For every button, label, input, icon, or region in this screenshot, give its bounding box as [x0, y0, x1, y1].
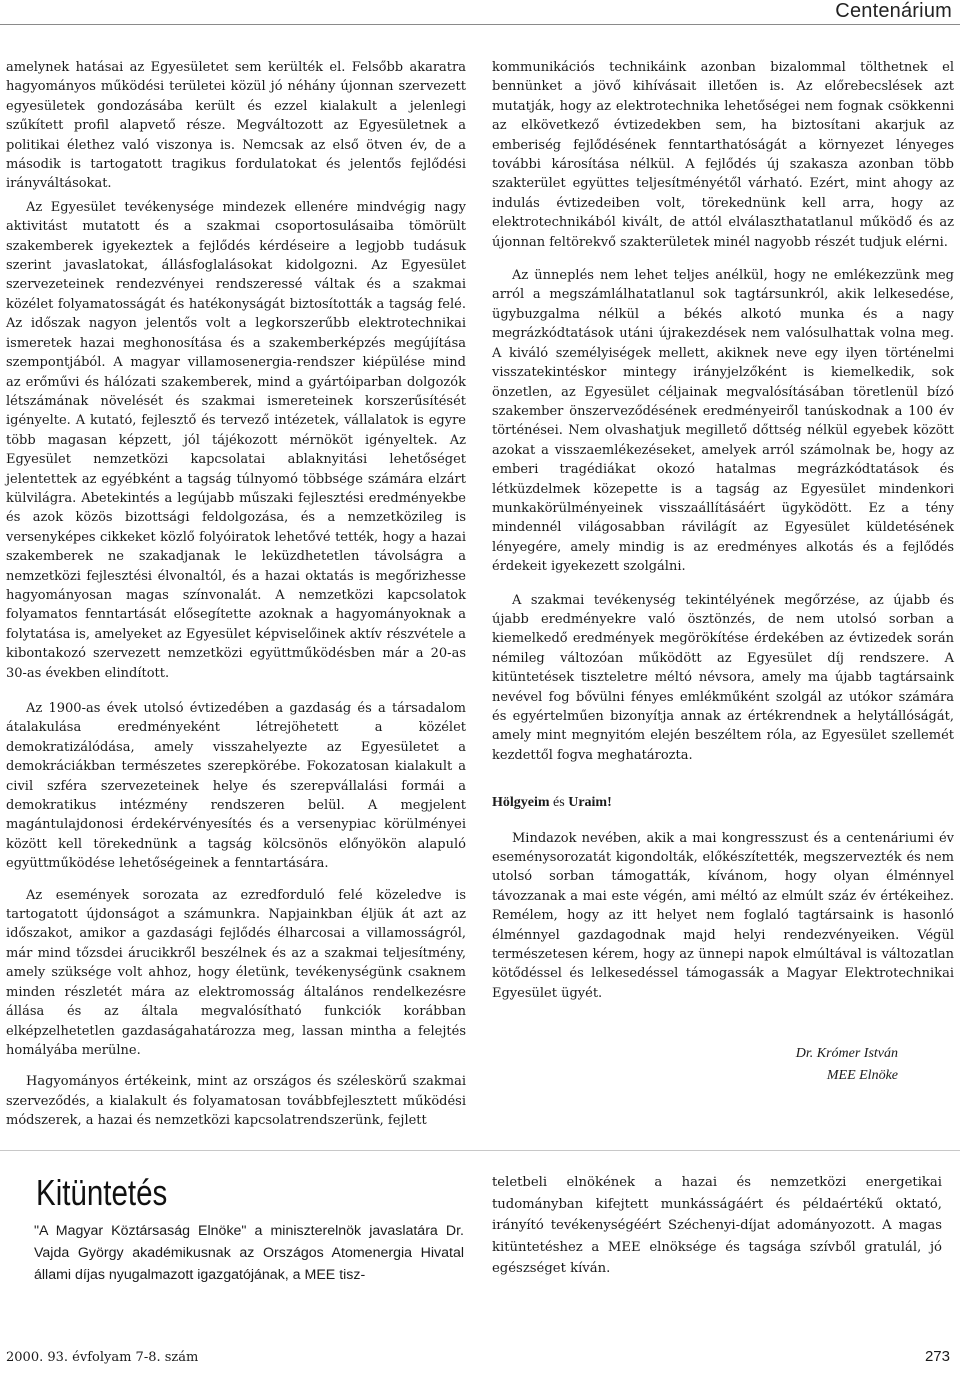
signature [492, 1043, 954, 1087]
paragraph: Az Egyesület tevékenysége mindezek ellenére mindvégig nagy aktivitást mutatott és a szakmai csoportosulásaiba tömörült szakemberek igyekeztek a fejlődés kérdéseire a legjobb tudásuk szerint javaslatokat, állásfoglalásokat kidolgozni. Az Egyesület szervezeteinek rendezvényei rendszeressé váltak és a szakmai közélet folyamatosságát és hatékonyságát biztosították a tagság felé. Az időszak nagyon jelentős volt a legkorszerűbb elektrotechnikai ismeretek hazai meghonosítása és a szakemberképzés megújítása szempontjából. A magyar villamosenergia-rendszer kiépülése mind az erőművi és hálózati szakemberek, mind a gyártóiparban dolgozók létszámának növelését és szakmai ismereteinek korszerűsítését igényelte. A kutató, fejlesztő és tervező intézetek, vállalatok is egyre több magasan képzett, jól tájékozott mérnököt igényeltek. Az Egyesület nemzetközi kapcsolatai ablaknyitási lehetőséget jelentettek az egyébként a tagság túlnyomó többsége számára elzárt külvilágra. Abetekintés a legújabb műszaki fejlesztési eredményekbe és azok közös bizottsági feldolgozása, és a nemzetközileg is versenyképes cikkeket közlő folyóiratok lehetővé tették, hogy a hazai szakemberek ne szakadjanak le leküzdhetetlen távolságra a nemzetközi fejlesztési élvonaltól, és a hazai oktatás is megőrizhesse hagyományosan magas színvonalát. A nemzetközi kapcsolatok folyamatos fenntartását elősegítette azoknak a hagyományoknak a folytatása is, amelyeket az Egyesület képviselőinek aktív részvétele a kibontakozó szervezett nemzetközi együttműködésben már a 20-as 30-as években elindított. [6, 199, 466, 681]
paragraph: Az 1900-as évek utolsó évtizedében a gazdaság és a társadalom átalakulása eredményeként létrejöhetett a közélet demokratizálódása, amely visszahelyezte az Egyesületet a demokráciákban természetes szerepkörébe. Fokozatosan kialakult a civil szféra szervezeteinek helye és szerepvállalási formái a demokratikus intézmény rendszeren belül. A megjelent magántulajdonosi érdekérvényesítés és a versenypiac körülményei között kell törekednünk a tagság kölcsönös előnyökön alapuló együttműködése lehetőségeinek a fenntartására. [6, 701, 466, 872]
award-title: Kitüntetés [36, 1172, 168, 1213]
signature-title: MEE Elnöke [826, 1068, 898, 1084]
paragraph: Mindazok nevében, akik a mai kongresszust és a centenáriumi év eseménysorozatát kigondolták, előkészítették, megszervezték és nem utolsó sorban támogatták, kívánom, hogy olyan élménnyel távozzanak a mai este végén, ami méltó az elmúlt száz év értékeihez. Remélem, hogy az itt helyet nem foglaló tagtársaink is hasonló élménnyel gazdagodnak majd helyi rendezvényeiken. Végül természetesen kérem, hogy az ünnepi napok elmúltával is változatlan kötődéssel és lelkesedéssel támogassák a Magyar Elektrotechnikai Egyesület ügyét. [492, 830, 954, 1001]
page-number: 273 [924, 1348, 950, 1365]
paragraph: A szakmai tevékenység tekintélyének megőrzése, az újabb és újabb eredményekre való ösztönzés, de nem utolsó sorban a kiemelkedő eredmények megörökítése érdekében az évtizedek során némileg változóan működött az Egyesület díj rendszere. A kitüntetések tiszteletre méltó névsora, amely ma újabb tagtársaink nevével fog bővülni fényes emlékműként szolgál az utókor számára és egyértelműen bizonyítja annak az értékrendnek a helytállóságát, amely mint megnyitóm elején beszéltem róla, az Egyesület szellemét kezdettől fogva meghatározta. [492, 592, 954, 763]
header-rule [0, 24, 960, 25]
signature-name: Dr. Krómer István [795, 1046, 898, 1062]
paragraph: Az események sorozata az ezredforduló felé közeledve is tartogatott újdonságot a számunkra. Napjainkban éljük át azt az időszakot, amikor a gazdasági fejlődés élharcosai a villamosságról, már mind tőzsdei árucikkről beszélnek és az a szakmai teljesítmény, amely szüksége volt ahhoz, hogy életünk, tevékenységünk csaknem minden részletét mára az elektromosság általános rendelkezésre állása és az általa megvalósítható funkciók korábban elképzelhetetlen gazdaságahatározza meg, lassan mintha a felejtés homályába merülne. [6, 887, 466, 1058]
paragraph: Az ünneplés nem lehet teljes anélkül, hogy ne emlékezzünk meg arról a megszámlálhatatlanul sok tagtársunkról, akik lelkesedése, ügybuzgalma nélkül a békés alkotó munka és a nagy megrázkódtatások utáni újrakezdések nem valósulhattak volna meg. A kiváló személyiségek mellett, akiknek neve egy ilyen történelmi visszatekintéskor mintegy irányjelzőként is kiemelkedik, sok önzetlen, az Egyesület céljainak megvalósításában töretlenül bízó szakember önszerveződésének eredményeiről tanúskodnak a 100 év történései. Nem olvashatjuk megillető dőttség nélkül egyebek között azokat a visszaemlékezéseket, amelyek arról számolnak be, hogy az emberi tragédiákat okozó hatalmas megrázkódtatások és létküzdelmek közepette is a tagság az Egyesület mindenkori munkakörülményeinek visszaállításáért ügyködött. Ez a tény mindennél világosabban rávilágít az Egyesület küldetésének lényegére, amely mindig is az eredményes alkotás és a fejlődés érdekeit igyekezett szolgálni. [492, 268, 954, 575]
greeting [492, 793, 954, 812]
section-divider [0, 1150, 960, 1151]
award-text-left: "A Magyar Köztársaság Elnöke" a miniszterelnök javaslatára Dr. Vajda György akadémikusnak az Országos Atomenergia Hivatal állami díjas nyugalmazott igazgatójának, a MEE tisz- [34, 1223, 464, 1283]
left-column [6, 58, 466, 1131]
award-text-right: teletbeli elnökének a hazai és nemzetközi energetikai tudományban kifejtett munkásságáért és példaértékű oktató, irányító tevékenységéért Széchenyi-díjat adományozott. A magas kitüntetéshez a MEE elnöksége és tagsága szívből gratulál, jó egészséget kíván. [492, 1175, 942, 1276]
paragraph: kommunikációs technikáink azonban bizalommal tölthetnek el bennünket a jövő kihívásait illetően is. Az előrebecslések azt mutatják, hogy az elektrotechnika lehetőségei nem fognak csökkenni az elkövetkező évtizedekben sem, ha biztosítani akarjuk az emberiség fejlődésének fenntarthatóságát a környezet lényeges további károsítása nélkül. A fejlődés új szakasza azonban több szakterület együttes teljesítményétől várható. Ezért, mint ahogy az indulás évtizedeiben volt, törekednünk kell arra, hogy az elektrotechnikából kivált, de attól elválaszthatatlanul működő és az újonnan feltörekvő szakterületek minél nagyobb részét tudjuk elérni. [492, 60, 954, 250]
right-column [492, 58, 954, 1087]
paragraph: amelynek hatásai az Egyesületet sem kerülték el. Felsőbb akaratra hagyományos működési területei közül jó néhány újonnan szervezett egyesületek gondozásába került és ezzel kialakult a jelenlegi szűkített profil alapvető része. Megváltozott az Egyesületnek a politikai élethez való viszonya is. Nemcsak az első ötven év, de a második is tartogatott tragikus fordulatokat és jelentős fejlődési irányváltásokat. [6, 60, 466, 192]
journal-name: Centenárium [835, 0, 952, 22]
greeting-and: és [553, 795, 565, 811]
issue-info: 2000. 93. évfolyam 7-8. szám [6, 1350, 199, 1365]
paragraph: Hagyományos értékeink, mint az országos és széleskörű szakmai szerveződés, a kialakult és folyamatosan továbbfejlesztett működési módszerek, a hazai és nemzetközi kapcsolatrendszerünk, fejlett [6, 1074, 466, 1129]
greeting-gentlemen: Uraim! [568, 795, 612, 811]
greeting-ladies: Hölgyeim [492, 795, 550, 811]
